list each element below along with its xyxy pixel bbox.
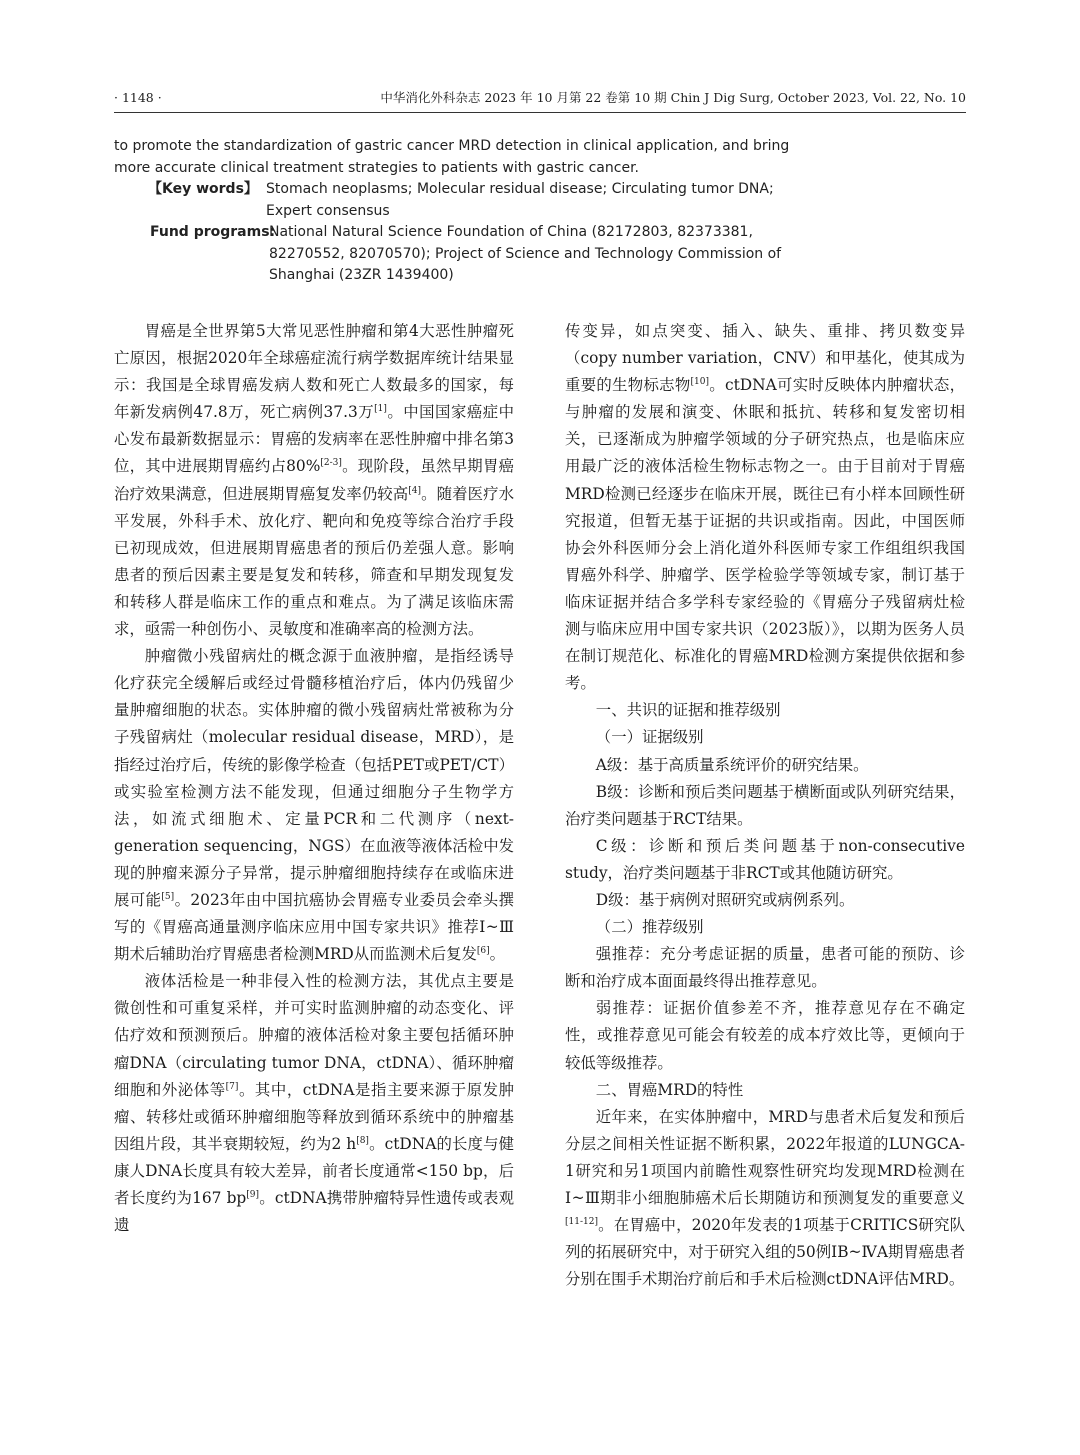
citation: [7] (225, 1081, 239, 1092)
keywords-text: Stomach neoplasms; Molecular residual disease; Circulating tumor DNA; Expert consensus (266, 181, 774, 219)
section-heading: 二、胃癌MRD的特性 (595, 1080, 744, 1099)
paragraph-continued: 传变异，如点突变、插入、缺失、重排、拷贝数变异（copy number variation，CNV）和甲基化，使其成为重要的生物标志物[10]。ctDNA可实时反映体内肿瘤状态，与肿瘤的发展和演变、休眠和抵抗、转移和复发密切相关，已逐渐成为肿瘤学领域的分子研究热点，也是临床应用最广泛的液体活检生物标志物之一。由于目前对于胃癌MRD检测已经逐步在临床开展，既往已有小样本回顾性研究报道，但暂无基于证据的共识或指南。因此，中国医师协会外科医师分会上消化道外科医师专家工作组组织我国胃癌外科学、肿瘤学、医学检验学等领域专家，制订基于临床证据并结合多学科专家经验的《胃癌分子残留病灶检测与临床应用中国专家共识（2023版）》，以期为医务人员在制订规范化、标准化的胃癌MRD检测方案提供依据和参考。 (565, 322, 965, 693)
evidence-level-b: B级：诊断和预后类问题基于横断面或队列研究结果，治疗类问题基于RCT结果。 (565, 782, 965, 828)
evidence-level-d: D级：基于病例对照研究或病例系列。 (595, 890, 855, 909)
page-number: · 1148 · (114, 90, 162, 105)
citation: [11-12] (565, 1217, 598, 1228)
paragraph: 液体活检是一种非侵入性的检测方法，其优点主要是微创性和可重复采样，并可实时监测肿瘤的动态变化、评估疗效和预测预后。肿瘤的液体活检对象主要包括循环肿瘤DNA（circulating tumor DNA，ctDNA）、循环肿瘤细胞和外泌体等[7]。其中，ctDNA是指主要来源于原发肿瘤、转移灶或循环肿瘤细胞等释放到循环系统中的肿瘤基因组片段，其半衰期较短，约为2 h[8]。ctDNA的长度与健康人DNA长度具有较大差异，前者长度通常<150 bp，后者长度约为167 bp[9]。ctDNA携带肿瘤特异性遗传或表观遗 (114, 972, 514, 1235)
fund-row (114, 222, 804, 287)
keywords-label: 【Key words】 (148, 181, 258, 197)
journal-citation: 中华消化外科杂志 2023 年 10 月第 22 卷第 10 期 Chin J Dig Surg, October 2023, Vol. 22, No. 10 (380, 90, 966, 105)
weak-recommendation: 弱推荐：证据价值参差不齐，推荐意见存在不确定性，或推荐意见可能会有较差的成本疗效比等，更倾向于较低等级推荐。 (565, 999, 965, 1072)
section-heading: 一、共识的证据和推荐级别 (595, 701, 781, 720)
fund-label: Fund programs: (150, 224, 276, 240)
strong-recommendation: 强推荐：充分考虑证据的质量，患者可能的预防、诊断和治疗成本面面最终得出推荐意见。 (565, 945, 965, 991)
citation: [10] (690, 377, 709, 388)
keywords-row (114, 179, 804, 222)
citation: [1] (374, 404, 387, 415)
right-column (565, 318, 965, 1293)
citation: [2-3] (320, 458, 342, 469)
subsection-heading: （一）证据级别 (595, 728, 704, 747)
running-header (114, 86, 966, 110)
abstract-text: to promote the standardization of gastric cancer MRD detection in clinical application, and bring more accurate clinical treatment strategies to patients with gastric cancer. (114, 138, 790, 176)
citation: [9] (246, 1190, 260, 1200)
subsection-heading: （二）推荐级别 (595, 918, 704, 937)
citation: [6] (476, 946, 490, 957)
citation: [8] (356, 1135, 369, 1146)
english-abstract (114, 136, 804, 287)
paragraph: 肿瘤微小残留病灶的概念源于血液肿瘤，是指经诱导化疗获完全缓解后或经过骨髓移植治疗后，体内仍残留少量肿瘤细胞的状态。实体肿瘤的微小残留病灶常被称为分子残留病灶（molecular residual disease，MRD），是指经过治疗后，传统的影像学检查（包括PET或PET/CT）或实验室检测方法不能发现，但通过细胞分子生物学方法，如流式细胞术、定量PCR和二代测序（next-generation sequencing，NGS）在血液等液体活检中发现的肿瘤来源分子异常，提示肿瘤细胞持续存在或临床进展可能[5]。2023年由中国抗癌协会胃癌专业委员会牵头撰写的《胃癌高通量测序临床应用中国专家共识》推荐Ⅰ~Ⅲ期术后辅助治疗胃癌患者检测MRD从而监测术后复发[6]。 (114, 647, 514, 964)
left-column (114, 318, 514, 1239)
paragraph: 胃癌是全世界第5大常见恶性肿瘤和第4大恶性肿瘤死亡原因，根据2020年全球癌症流行病学数据库统计结果显示：我国是全球胃癌发病人数和死亡人数最多的国家，每年新发病例47.8万，死亡病例37.3万[1]。中国国家癌症中心发布最新数据显示：胃癌的发病率在恶性肿瘤中排名第3位，其中进展期胃癌约占80%[2-3]。现阶段，虽然早期胃癌治疗效果满意，但进展期胃癌复发率仍较高[4]。随着医疗水平发展，外科手术、放化疗、靶向和免疫等综合治疗手段已初现成效，但进展期胃癌患者的预后仍差强人意。影响患者的预后因素主要是复发和转移，筛查和早期发现复发和转移人群是临床工作的重点和难点。为了满足该临床需求，亟需一种创伤小、灵敏度和准确率高的检测方法。 (114, 322, 514, 639)
evidence-level-c: C级：诊断和预后类问题基于non-consecutive study，治疗类问题基于非RCT或其他随访研究。 (565, 836, 965, 882)
citation: [5] (161, 891, 175, 902)
header-rule (114, 112, 966, 113)
paragraph: 近年来，在实体肿瘤中，MRD与患者术后复发和预后分层之间相关性证据不断积累，2022年报道的LUNGCA-1研究和另1项国内前瞻性观察性研究均发现MRD检测在Ⅰ~Ⅲ期非小细胞肺癌术后长期随访和预测复发的重要意义[11-12]。在胃癌中，2020年发表的1项基于CRITICS研究队列的拓展研究中，对于研究入组的50例ⅠB~ⅣA期胃癌患者分别在围手术期治疗前后和手术后检测ctDNA评估MRD。 (565, 1107, 965, 1289)
fund-text: National Natural Science Foundation of China (82172803, 82373381, 82270552, 82070570); Project of Science and Technology Commission of Shanghai (23ZR 1439400) (269, 224, 782, 283)
evidence-level-a: A级：基于高质量系统评价的研究结果。 (595, 755, 869, 774)
citation: [4] (408, 485, 422, 496)
